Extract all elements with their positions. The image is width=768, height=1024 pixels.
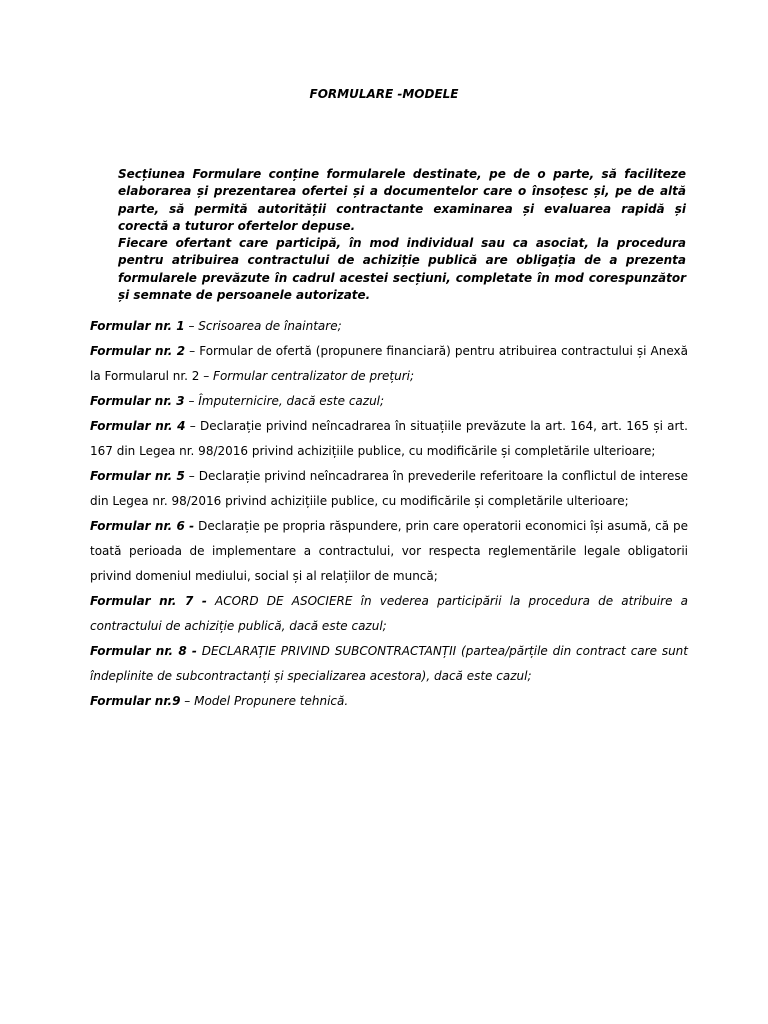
form-separator: – <box>184 319 199 333</box>
form-item-5 <box>90 464 688 514</box>
form-item-1 <box>90 314 688 339</box>
intro-paragraph-1: Secțiunea Formulare conține formularele destinate, pe de o parte, să faciliteze elaborarea și prezentarea ofertei și a documentelor care o însoțesc și, pe de altă parte, să permită autorității contractante examinarea și evaluarea rapidă și corectă a tuturor ofertelor depuse. <box>118 167 686 233</box>
form-annex-description: Formular centralizator de prețuri; <box>213 369 415 383</box>
form-item-9 <box>90 689 688 714</box>
forms-list <box>90 314 688 714</box>
form-separator: – <box>185 419 200 433</box>
form-label: Formular nr. 6 - <box>90 519 195 533</box>
form-separator <box>207 594 215 608</box>
form-separator: – <box>185 344 200 358</box>
form-label: Formular nr. 5 <box>90 469 185 483</box>
intro-paragraph-2: Fiecare ofertant care participă, în mod individual sau ca asociat, la procedura pentru atribuirea contractului de achiziție publică are obligația de a prezenta formularele prevăzute în cadrul acestei secțiuni, completate în mod corespunzător și semnate de persoanele autorizate. <box>118 236 686 303</box>
form-annex-label: Anexă la Formularul nr. 2 – <box>90 344 688 383</box>
form-description: Model Propunere tehnică. <box>194 694 349 708</box>
form-item-2 <box>90 339 688 389</box>
form-description: Împuternicire, dacă este cazul; <box>198 394 385 408</box>
form-label: Formular nr. 8 - <box>90 644 197 658</box>
form-description: Declarație pe propria răspundere, prin care operatorii economici își asumă, că pe toată perioada de implementare a contractului, vor respecta reglementările legale obligatorii privind domeniul mediului, social și al relațiilor de muncă; <box>90 519 688 583</box>
form-label: Formular nr. 7 - <box>90 594 207 608</box>
form-separator: – <box>184 469 199 483</box>
form-item-8 <box>90 639 688 689</box>
intro-section <box>118 166 686 304</box>
form-description: Declarație privind neîncadrarea în prevederile referitoare la conflictul de interese din Legea nr. 98/2016 privind achizițiile publice, cu modificările și completările ulterioare; <box>90 469 688 508</box>
form-separator: – <box>180 694 195 708</box>
form-item-6 <box>90 514 688 589</box>
form-item-3 <box>90 389 688 414</box>
form-item-7 <box>90 589 688 639</box>
form-description: Declarație privind neîncadrarea în situațiile prevăzute la art. 164, art. 165 și art. 167 din Legea nr. 98/2016 privind achizițiile publice, cu modificările și completările ulterioare; <box>90 419 688 458</box>
form-label: Formular nr. 2 <box>90 344 186 358</box>
form-separator: – <box>184 394 199 408</box>
form-description: Scrisoarea de înaintare; <box>198 319 342 333</box>
form-description: ACORD DE ASOCIERE în vederea participării la procedura de atribuire a contractului de achiziție publică, dacă este cazul; <box>90 594 688 633</box>
form-description: Formular de ofertă (propunere financiară) pentru atribuirea contractului și <box>199 344 647 358</box>
form-item-4 <box>90 414 688 464</box>
page-title: FORMULARE -MODELE <box>309 87 459 101</box>
form-label: Formular nr.9 <box>90 694 181 708</box>
form-label: Formular nr. 4 <box>90 419 186 433</box>
form-label: Formular nr. 1 <box>90 319 185 333</box>
form-label: Formular nr. 3 <box>90 394 185 408</box>
form-description: DECLARAȚIE PRIVIND SUBCONTRACTANȚII (partea/părțile din contract care sunt îndeplinite de subcontractanți și specializarea acestora), dacă este cazul; <box>90 644 688 683</box>
